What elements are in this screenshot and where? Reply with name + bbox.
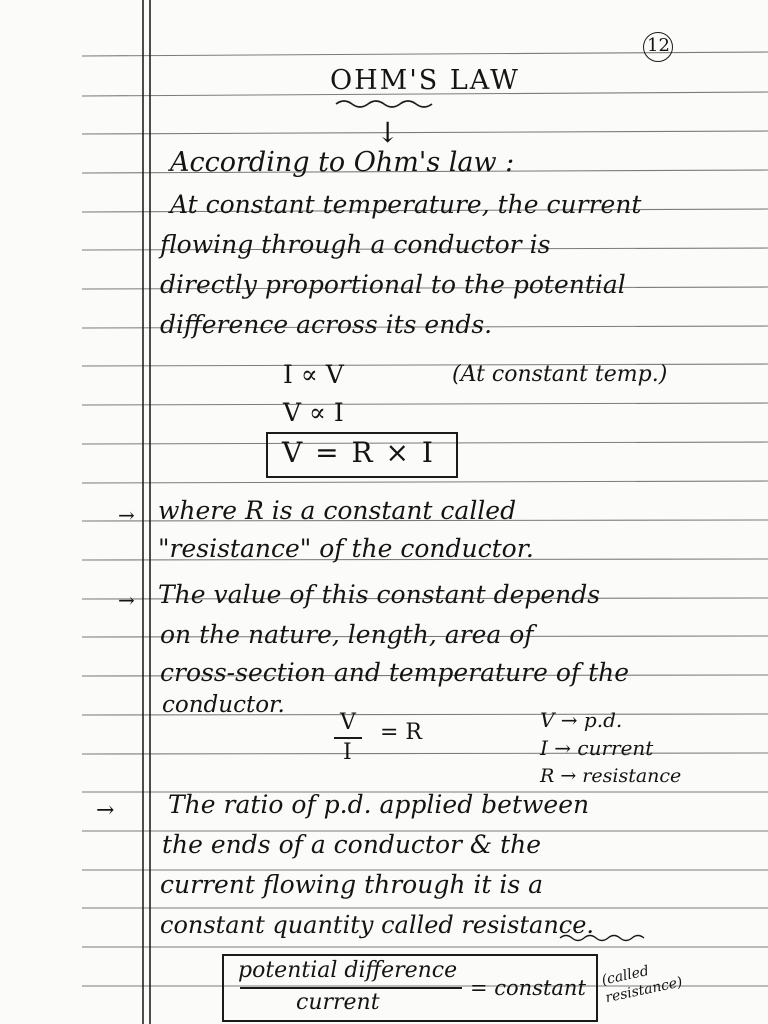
page-number: 12: [647, 35, 670, 56]
ratio-result: = R: [380, 720, 422, 745]
bullet-arrow-icon: →: [118, 588, 135, 612]
intro-heading: According to Ohm's law :: [170, 147, 515, 178]
proportional-formula-2: V ∝ I: [283, 398, 344, 427]
ratio-numerator: V: [340, 710, 356, 735]
note-line: The value of this constant depends: [158, 580, 601, 609]
note-line: cross-section and temperature of the: [160, 658, 630, 687]
bullet-arrow-icon: →: [96, 798, 115, 823]
note-line: conductor.: [162, 692, 285, 718]
note-line: "resistance" of the conductor.: [158, 534, 534, 563]
page-title: OHM'S LAW: [330, 65, 520, 96]
note-line: the ends of a conductor & the: [162, 830, 542, 859]
final-denominator: current: [296, 990, 380, 1015]
final-equals-constant: = constant: [470, 976, 586, 1000]
note-line: constant quantity called resistance.: [160, 911, 595, 939]
down-arrow-icon: ↓: [376, 116, 400, 149]
legend-item: R → resistance: [540, 765, 682, 787]
statement-line: difference across its ends.: [160, 310, 493, 339]
boxed-formula: V = R × I: [282, 436, 435, 469]
statement-line: directly proportional to the potential: [160, 270, 626, 299]
note-line: current flowing through it is a: [160, 870, 544, 899]
legend-item: I → current: [540, 736, 654, 760]
statement-line: flowing through a conductor is: [160, 230, 551, 259]
note-line: on the nature, length, area of: [160, 620, 534, 649]
legend-item: V → p.d.: [540, 708, 623, 732]
ratio-denominator: I: [343, 740, 352, 765]
bullet-arrow-icon: →: [118, 503, 135, 527]
constant-temp-note: (At constant temp.): [452, 362, 668, 387]
note-line: where R is a constant called: [158, 496, 517, 525]
proportional-formula: I ∝ V: [283, 360, 344, 389]
statement-line: At constant temperature, the current: [170, 190, 642, 219]
final-side-note: (called resistance): [600, 963, 684, 1007]
final-numerator: potential difference: [238, 958, 458, 983]
note-line: The ratio of p.d. applied between: [168, 790, 590, 819]
